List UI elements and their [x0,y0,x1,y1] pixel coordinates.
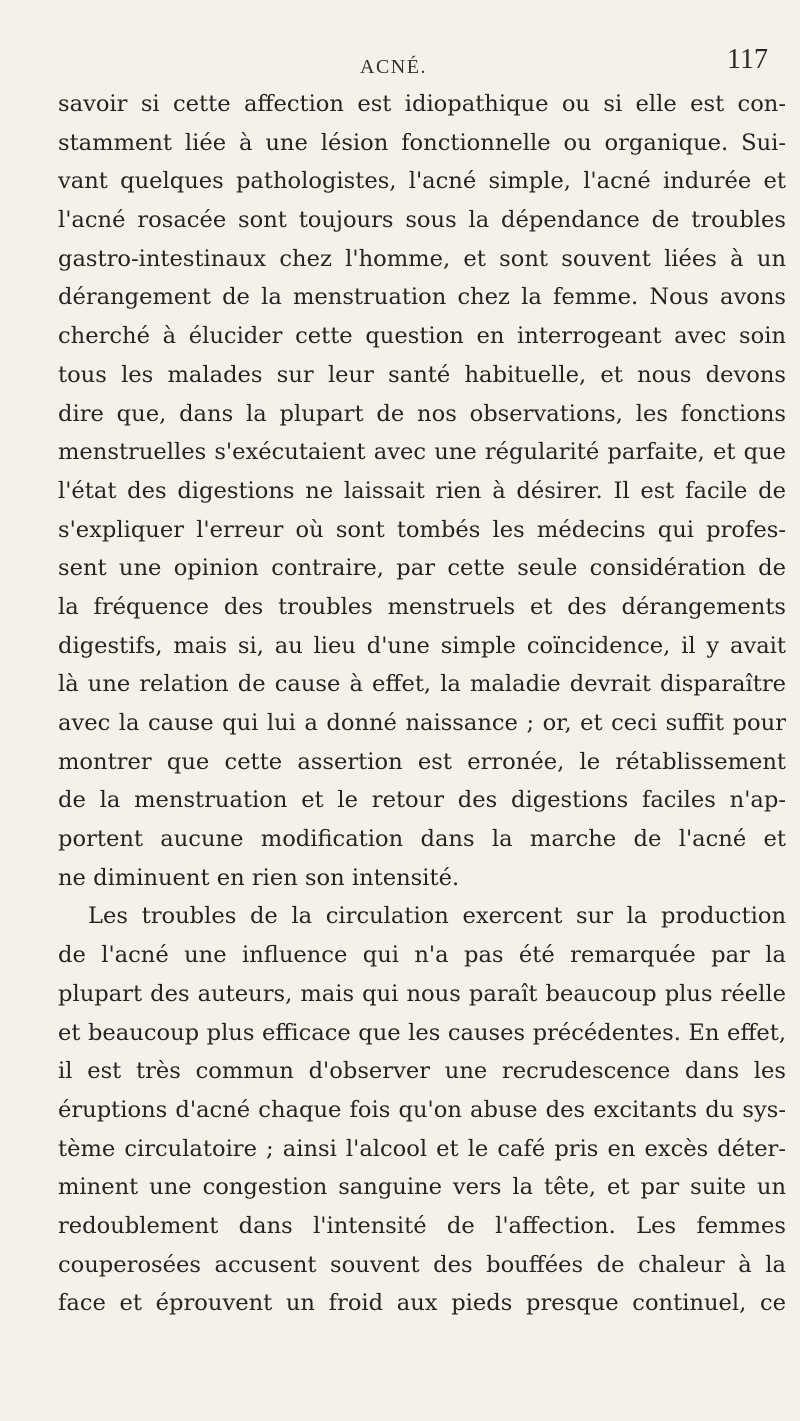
text-line: menstruelles s'exécutaient avec une régularité parfaite, et que [58,439,786,466]
text-line: sent une opinion contraire, par cette seule considération de [58,555,786,582]
text-line: plupart des auteurs, mais qui nous paraît beaucoup plus réelle [58,980,786,1007]
text-line: portent aucune modification dans la marche de l'acné et [58,826,786,853]
text-line: couperosées accusent souvent des bouffées de chaleur à la [58,1251,786,1278]
text-line: digestifs, mais si, au lieu d'une simple coïncidence, il y avait [58,632,786,659]
text-line: face et éprouvent un froid aux pieds presque continuel, ce [58,1290,786,1317]
text-line: de l'acné une influence qui n'a pas été remarquée par la [58,942,786,969]
text-line: ne diminuent en rien son intensité. [58,864,460,891]
body-text [58,85,786,1323]
text-line: redoublement dans l'intensité de l'affection. Les femmes [58,1212,786,1239]
text-line: de la menstruation et le retour des digestions faciles n'ap- [58,787,786,814]
text-line: stamment liée à une lésion fonctionnelle ou organique. Sui- [58,129,786,156]
text-line: dérangement de la menstruation chez la femme. Nous avons [58,284,786,311]
page-number: 117 [727,44,768,75]
text-line: l'état des digestions ne laissait rien à désirer. Il est facile de [58,477,786,504]
text-line: la fréquence des troubles menstruels et des dérangements [58,593,786,620]
text-line: là une relation de cause à effet, la maladie devrait disparaître [58,671,786,698]
text-line: avec la cause qui lui a donné naissance ; or, et ceci suffit pour [58,710,786,736]
text-line: tème circulatoire ; ainsi l'alcool et le café pris en excès déter- [58,1135,786,1162]
text-line: minent une congestion sanguine vers la tête, et par suite un [58,1174,786,1201]
text-line: cherché à élucider cette question en interrogeant avec soin [58,323,786,350]
text-line: l'acné rosacée sont toujours sous la dépendance de troubles [58,207,786,234]
text-line: savoir si cette affection est idiopathique ou si elle est con- [58,91,786,117]
text-line: dire que, dans la plupart de nos observations, les fonctions [58,400,786,427]
text-line: et beaucoup plus efficace que les causes précédentes. En effet, [58,1019,786,1046]
text-line: il est très commun d'observer une recrudescence dans les [58,1058,786,1085]
text-line: éruptions d'acné chaque fois qu'on abuse des excitants du sys- [58,1096,786,1123]
text-line: vant quelques pathologistes, l'acné simple, l'acné indurée et [58,168,786,195]
text-line: gastro-intestinaux chez l'homme, et sont souvent liées à un [58,245,786,272]
paragraph-first-line: Les troubles de la circulation exercent sur la production [88,903,786,930]
running-title: ACNÉ. [360,56,427,78]
text-line: s'expliquer l'erreur où sont tombés les médecins qui profes- [58,516,786,543]
text-line: montrer que cette assertion est erronée, le rétablissement [58,748,786,775]
text-line: tous les malades sur leur santé habituelle, et nous devons [58,361,786,388]
